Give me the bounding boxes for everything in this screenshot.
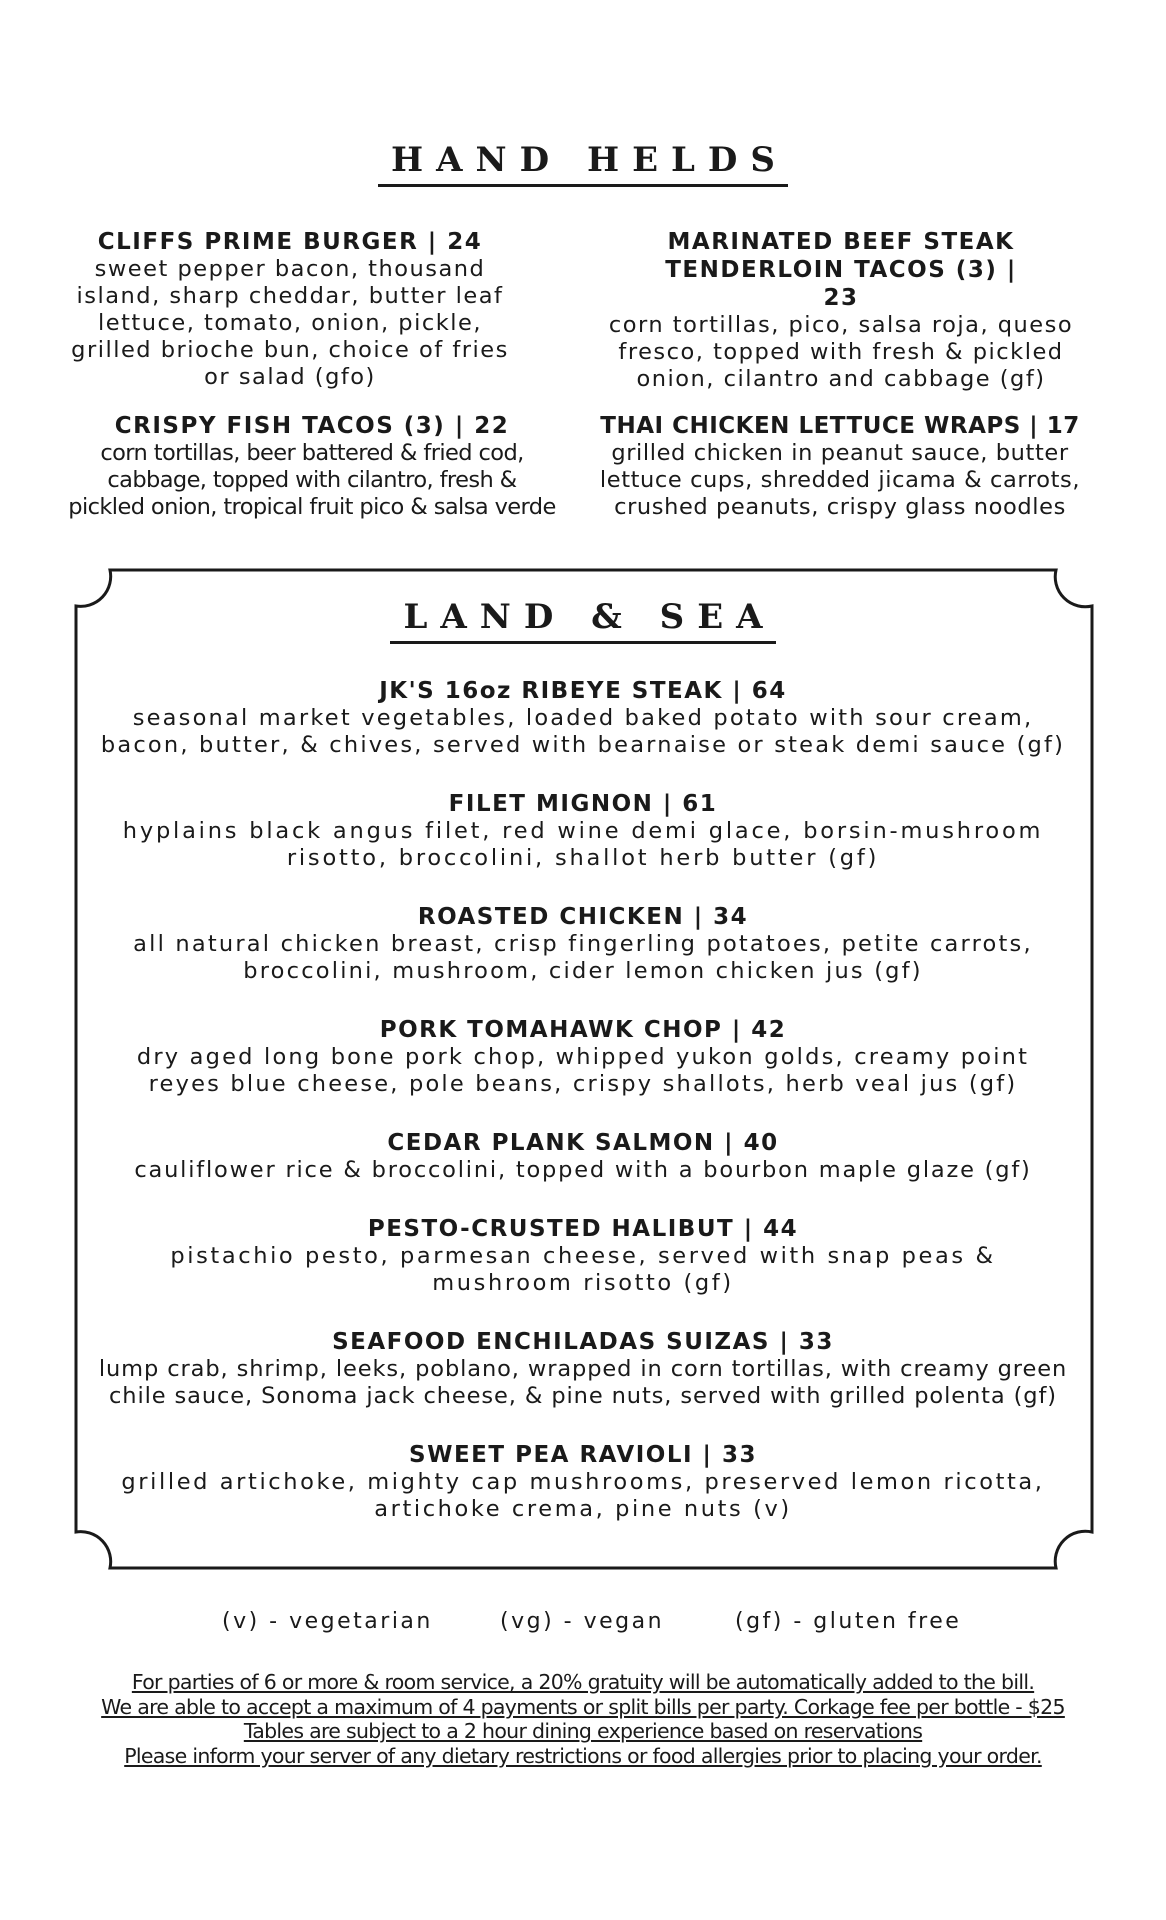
policy-notes xyxy=(60,1670,1106,1768)
item-description: sweet pepper bacon, thousand island, sharp cheddar, butter leaf lettuce, tomato, onion, pickle, grilled brioche bun, choice of fries or salad (gfo) xyxy=(71,256,509,390)
legend-vegan: (vg) - vegan xyxy=(500,1609,665,1634)
item-description: corn tortillas, pico, salsa roja, queso fresco, topped with fresh & pickled onion, cilantro and cabbage (gf) xyxy=(608,312,1074,392)
menu-item xyxy=(90,1016,1076,1098)
item-name: PESTO-CRUSTED HALIBUT | 44 xyxy=(367,1216,799,1242)
item-description: seasonal market vegetables, loaded baked potato with sour cream, bacon, butter, & chives, served with bearnaise or steak demi sauce (gf) xyxy=(100,705,1066,758)
note-allergies: Please inform your server of any dietary restrictions or food allergies prior to placing your order. xyxy=(124,1743,1042,1768)
item-name: THAI CHICKEN LETTUCE WRAPS | 17 xyxy=(600,413,1080,439)
item-description: cauliflower rice & broccolini, topped with a bourbon maple glaze (gf) xyxy=(134,1157,1032,1183)
menu-item xyxy=(90,1328,1076,1410)
note-gratuity: For parties of 6 or more & room service, a 20% gratuity will be automatically added to the bill. xyxy=(131,1670,1035,1694)
note-payments: We are able to accept a maximum of 4 payments or split bills per party. Corkage fee per bottle - $25 xyxy=(101,1694,1065,1719)
item-name: SWEET PEA RAVIOLI | 33 xyxy=(409,1442,757,1468)
item-description: all natural chicken breast, crisp fingerling potatoes, petite carrots, broccolini, mushroom, cider lemon chicken jus (gf) xyxy=(133,931,1033,984)
item-description: lump crab, shrimp, leeks, poblano, wrapped in corn tortillas, with creamy green chile sauce, Sonoma jack cheese, & pine nuts, served with grilled polenta (gf) xyxy=(98,1356,1068,1409)
item-name: CRISPY FISH TACOS (3) | 22 xyxy=(114,413,510,439)
item-name: PORK TOMAHAWK CHOP | 42 xyxy=(379,1017,787,1043)
item-description: hyplains black angus filet, red wine demi glace, borsin-mushroom risotto, broccolini, shallot herb butter (gf) xyxy=(122,818,1044,871)
item-name: CEDAR PLANK SALMON | 40 xyxy=(387,1130,779,1156)
hand-helds-title: HAND HELDS xyxy=(0,140,1166,180)
legend-vegetarian: (v) - vegetarian xyxy=(222,1609,433,1634)
item-description: grilled chicken in peanut sauce, butter lettuce cups, shredded jicama & carrots, crushed peanuts, crispy glass noodles xyxy=(599,440,1081,520)
item-description: pistachio pesto, parmesan cheese, served with snap peas & mushroom risotto (gf) xyxy=(170,1243,996,1296)
menu-item xyxy=(90,1129,1076,1184)
menu-item xyxy=(90,677,1076,759)
item-name: CLIFFS PRIME BURGER | 24 xyxy=(97,229,483,255)
item-name: FILET MIGNON | 61 xyxy=(448,791,718,817)
item-description: corn tortillas, beer battered & fried cod, cabbage, topped with cilantro, fresh & pickled onion, tropical fruit pico & salsa verde xyxy=(68,440,556,520)
legend-gluten-free: (gf) - gluten free xyxy=(735,1609,962,1634)
note-dining-time: Tables are subject to a 2 hour dining experience based on reservations xyxy=(243,1719,923,1743)
menu-item xyxy=(90,1441,1076,1523)
item-name: JK'S 16oz RIBEYE STEAK | 64 xyxy=(379,678,787,704)
item-name: ROASTED CHICKEN | 34 xyxy=(417,904,749,930)
item-description: grilled artichoke, mighty cap mushrooms, preserved lemon ricotta, artichoke crema, pine nuts (v) xyxy=(121,1469,1045,1522)
menu-item xyxy=(90,1215,1076,1297)
menu-item xyxy=(90,903,1076,985)
menu-item xyxy=(90,790,1076,872)
item-name: MARINATED BEEF STEAK TENDERLOIN TACOS (3) | 23 xyxy=(665,229,1017,311)
item-description: dry aged long bone pork chop, whipped yukon golds, creamy point reyes blue cheese, pole beans, crispy shallots, herb veal jus (gf) xyxy=(136,1044,1030,1097)
item-name: SEAFOOD ENCHILADAS SUIZAS | 33 xyxy=(332,1329,834,1355)
land-sea-title: LAND & SEA xyxy=(0,597,1166,637)
